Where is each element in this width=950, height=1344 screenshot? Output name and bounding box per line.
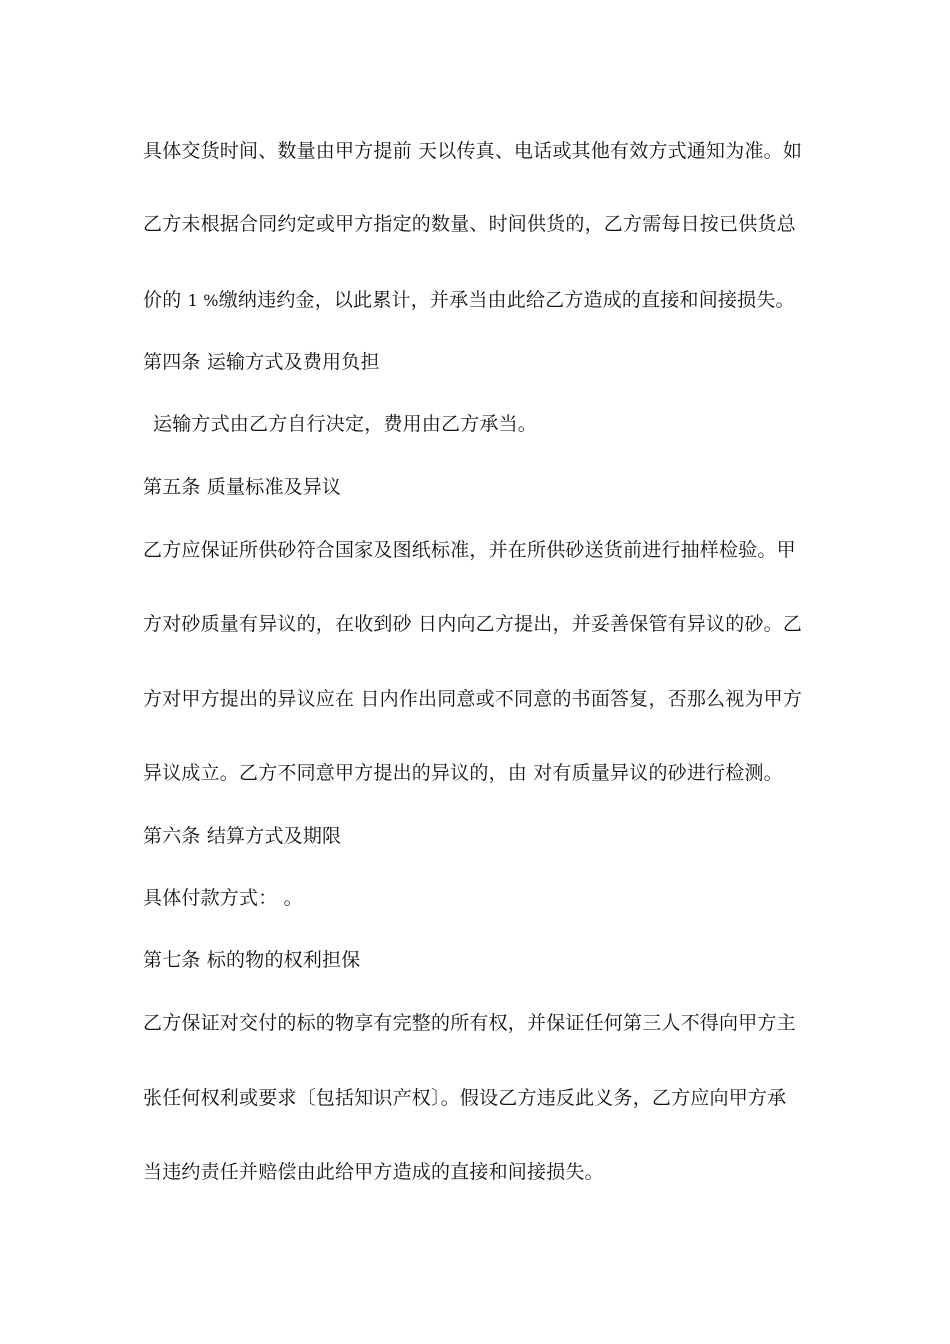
article-7-line-3: 当违约责任并赔偿由此给甲方造成的直接和间接损失。 <box>143 1161 604 1183</box>
article-6-heading: 第六条 结算方式及期限 <box>143 825 342 847</box>
article-5-line-3: 方对甲方提出的异议应在 日内作出同意或不同意的书面答复，否那么视为甲方 <box>143 688 803 710</box>
line-3-suffix: 缴纳违约金，以此累计，并承当由此给乙方造成的直接和间接损失。 <box>218 289 795 311</box>
line-3-prefix: 价的 <box>143 289 188 311</box>
article-7-line-2: 张任何权利或要求〔包括知识产权〕。假设乙方违反此义务，乙方应向甲方承 <box>143 1087 787 1109</box>
delivery-paragraph-line-1: 具体交货时间、数量由甲方提前 天以传真、电话或其他有效方式通知为准。如 <box>143 140 803 162</box>
article-5-line-4: 异议成立。乙方不同意甲方提出的异议的，由 对有质量异议的砂进行检测。 <box>143 762 783 784</box>
article-4-body: 运输方式由乙方自行决定，费用由乙方承当。 <box>153 413 538 435</box>
article-6-body: 具体付款方式： 。 <box>143 887 303 909</box>
article-7-line-1: 乙方保证对交付的标的物享有完整的所有权，并保证任何第三人不得向甲方主 <box>143 1012 796 1034</box>
article-7-heading: 第七条 标的物的权利担保 <box>143 949 361 971</box>
article-4-heading: 第四条 运输方式及费用负担 <box>143 351 380 373</box>
article-5-line-2: 方对砂质量有异议的，在收到砂 日内向乙方提出，并妥善保管有异议的砂。乙 <box>143 613 803 635</box>
article-5-line-1: 乙方应保证所供砂符合国家及图纸标准，并在所供砂送货前进行抽样检验。甲 <box>143 539 796 561</box>
article-5-heading: 第五条 质量标准及异议 <box>143 476 342 498</box>
penalty-rate: 1 % <box>187 291 219 310</box>
delivery-paragraph-line-2: 乙方未根据合同约定或甲方指定的数量、时间供货的，乙方需每日按已供货总 <box>143 213 796 235</box>
delivery-paragraph-line-3 <box>143 287 843 314</box>
